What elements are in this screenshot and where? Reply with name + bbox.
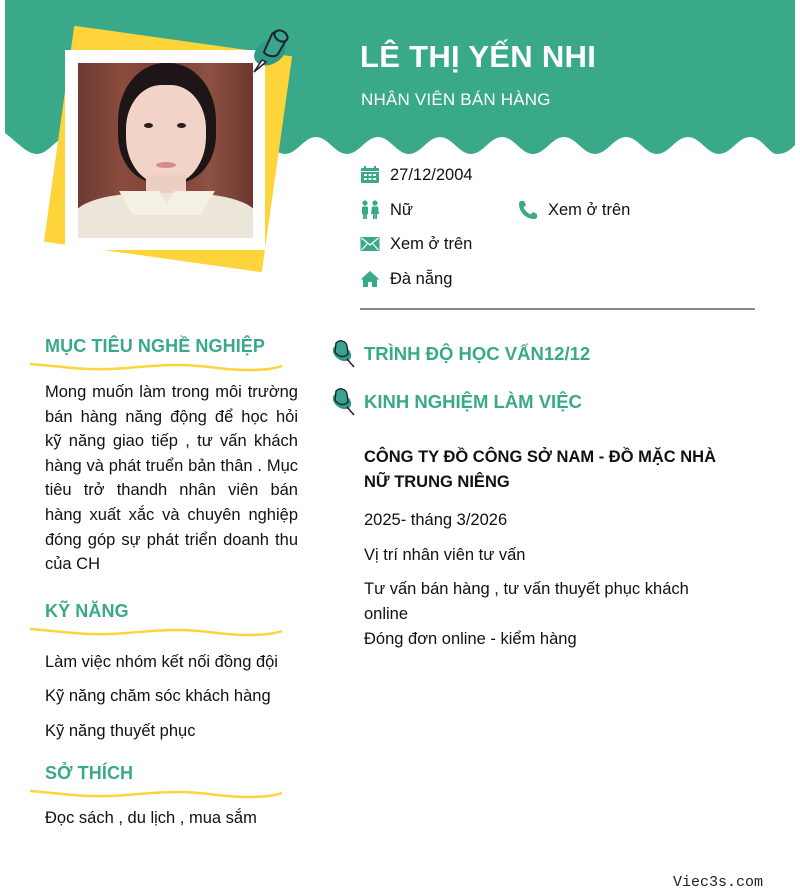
email-value: Xem ở trên xyxy=(390,234,473,253)
objective-title: MỤC TIÊU NGHỀ NGHIỆP xyxy=(45,336,266,356)
birthday-row xyxy=(360,165,473,185)
skill-item: Làm việc nhóm kết nối đồng đội xyxy=(45,653,278,671)
hobbies-underline xyxy=(28,787,284,799)
work-period: 2025- tháng 3/2026 xyxy=(364,511,508,529)
experience-section-header xyxy=(330,387,582,417)
hobbies-title: SỞ THÍCH xyxy=(45,763,134,783)
skills-title: KỸ NĂNG xyxy=(45,601,129,621)
home-icon xyxy=(360,269,380,289)
company-name: CÔNG TY ĐỒ CÔNG SỞ NAM - ĐỒ MẶC NHÀ NỮ TRUNG NIÊNG xyxy=(364,448,717,491)
address-value: Đà nẵng xyxy=(390,269,453,288)
avatar-frame xyxy=(65,50,265,250)
gender-icon xyxy=(360,200,380,220)
contact-divider xyxy=(360,308,755,310)
objective-underline xyxy=(28,360,284,372)
skills-underline xyxy=(28,625,284,637)
email-row xyxy=(360,234,472,254)
address-row xyxy=(360,269,452,289)
envelope-icon xyxy=(360,234,380,254)
birthday-value: 27/12/2004 xyxy=(390,165,473,184)
job-title: NHÂN VIÊN BÁN HÀNG xyxy=(361,90,551,109)
pushpin-icon xyxy=(248,24,292,74)
skill-item: Kỹ năng thuyết phục xyxy=(45,722,196,740)
pushpin-icon xyxy=(330,339,356,369)
education-title: TRÌNH ĐỘ HỌC VẤN12/12 xyxy=(364,343,591,364)
education-section-header xyxy=(330,339,590,369)
calendar-icon xyxy=(360,165,380,185)
gender-row xyxy=(360,200,413,220)
experience-title: KINH NGHIỆM LÀM VIỆC xyxy=(364,391,582,412)
work-duties: Tư vấn bán hàng , tư vấn thuyết phục khách online xyxy=(364,580,689,623)
skill-item: Kỹ năng chăm sóc khách hàng xyxy=(45,687,271,705)
hobbies-text: Đọc sách , du lịch , mua sắm xyxy=(45,809,257,827)
phone-icon xyxy=(518,200,538,220)
watermark: Viec3s.com xyxy=(673,874,764,891)
pushpin-icon xyxy=(330,387,356,417)
gender-value: Nữ xyxy=(390,200,413,219)
candidate-name: LÊ THỊ YẾN NHI xyxy=(360,39,597,74)
phone-value: Xem ở trên xyxy=(548,200,631,219)
work-duties: Đóng đơn online - kiểm hàng xyxy=(364,630,577,648)
objective-text: Mong muốn làm trong môi trường bán hàng năng động để học hỏi kỹ năng giao tiếp , tư vấn khách hàng và phát truển bản thân . Mục tiêu trở thandh nhân viên bán hàng xuất xắc và chuyên nghiệp đóng góp sự phát triển doanh thu của CH xyxy=(45,383,298,574)
phone-row xyxy=(518,200,630,220)
work-position: Vị trí nhân viên tư vấn xyxy=(364,546,526,564)
avatar xyxy=(78,63,253,238)
